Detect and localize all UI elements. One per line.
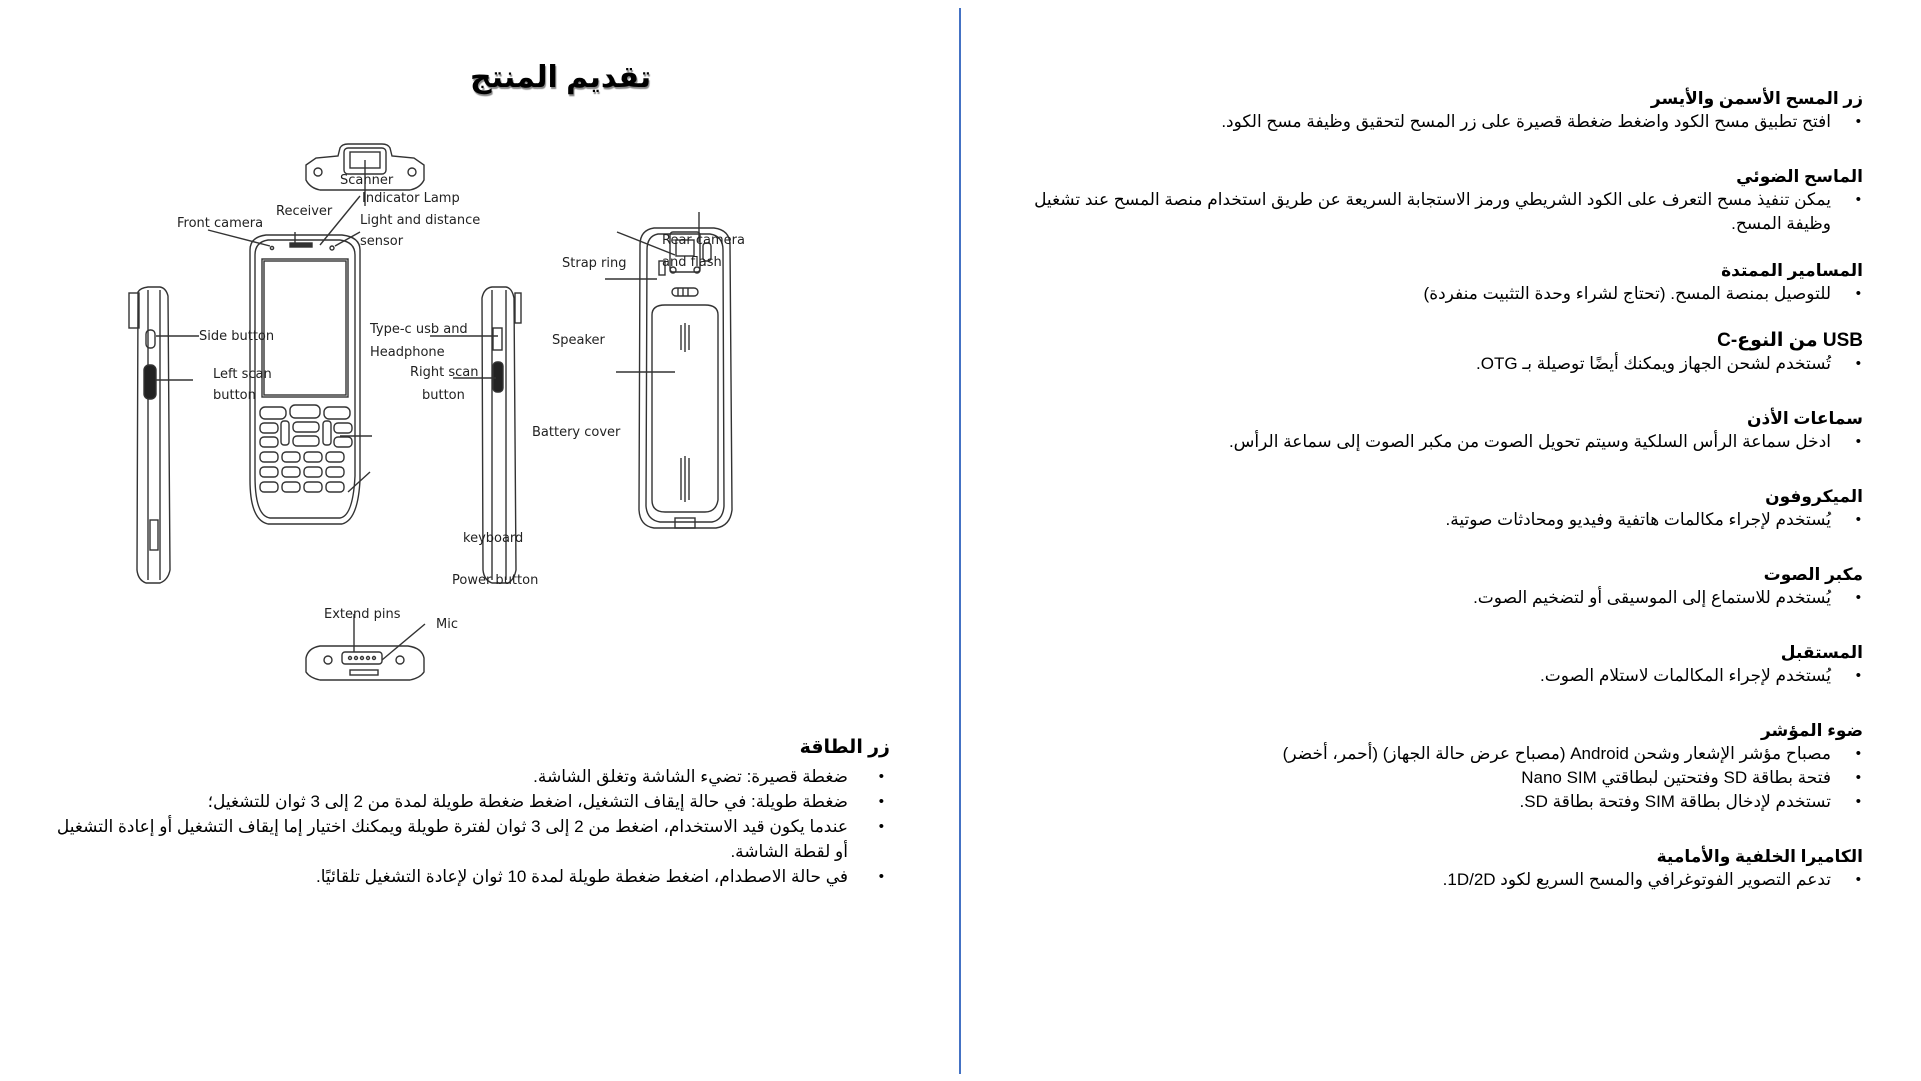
list-item: • يمكن تنفيذ مسح التعرف على الكود الشريطي ورمز الاستجابة السريعة عن طريق استخدام منصة المسح عند تشغيل وظيفة المسح. [1003, 188, 1863, 236]
label-rear-camera: Rear camera [662, 233, 745, 248]
label-light-sensor: Light and distance [360, 213, 481, 228]
section-microphone [1003, 486, 1863, 532]
section-earphones [1003, 408, 1863, 454]
section-scan-buttons [1003, 88, 1863, 134]
list-item: • ضغطة قصيرة: تضيء الشاشة وتغلق الشاشة. [50, 764, 890, 789]
list-item: • مصباح مؤشر الإشعار وشحن Android (مصباح عرض حالة الجهاز) (أحمر، أخضر) [1003, 742, 1863, 766]
list-item: • يُستخدم لإجراء المكالمات لاستلام الصوت. [1003, 664, 1863, 688]
column-divider [959, 8, 961, 1074]
label-extend-pins: Extend pins [324, 607, 401, 622]
list-item: • في حالة الاصطدام، اضغط ضغطة طويلة لمدة 10 ثوان لإعادة التشغيل تلقائيًا. [50, 864, 890, 889]
label-battery-cover: Battery cover [532, 425, 621, 440]
label-indicator-lamp: Indicator Lamp [362, 191, 460, 206]
list-item: • فتحة بطاقة SD وفتحتين لبطاقتي Nano SIM [1003, 766, 1863, 790]
label-side-button: Side button [199, 329, 275, 344]
front-view-drawing [208, 196, 372, 524]
section-scanner [1003, 166, 1863, 236]
section-title: الماسح الضوئي [1736, 167, 1863, 186]
section-cameras [1003, 846, 1863, 892]
label-headphone: Headphone [370, 345, 445, 360]
label-left-scan: Left scan [213, 367, 272, 382]
section-title: المسامير الممتدة [1721, 261, 1863, 280]
section-extend-pins [1003, 260, 1863, 306]
label-speaker: Speaker [552, 333, 605, 348]
list-item: • تُستخدم لشحن الجهاز ويمكنك أيضًا توصيلة بـ OTG. [1003, 352, 1863, 376]
list-item: • تدعم التصوير الفوتوغرافي والمسح السريع لكود 1D/2D. [1003, 868, 1863, 892]
section-speaker [1003, 564, 1863, 610]
features-column [1003, 88, 1863, 916]
label-strap-ring: Strap ring [562, 256, 627, 271]
label-left-scan-2: button [213, 388, 256, 403]
list-item: • عندما يكون قيد الاستخدام، اضغط من 2 إلى 3 ثوان لفترة طويلة ويمكنك اختيار إما إيقاف التشغيل أو إعادة التشغيل أو لقطة الشاشة. [50, 814, 890, 864]
power-bullet-list [50, 764, 890, 889]
section-title: مكبر الصوت [1763, 565, 1863, 584]
label-light-sensor-2: sensor [360, 234, 404, 249]
section-indicator-light [1003, 720, 1863, 814]
power-section-title: زر الطاقة [799, 737, 890, 758]
label-receiver: Receiver [276, 204, 333, 219]
list-item: • افتح تطبيق مسح الكود واضغط ضغطة قصيرة على زر المسح لتحقيق وظيفة مسح الكود. [1003, 110, 1863, 134]
section-receiver [1003, 642, 1863, 688]
section-title: زر المسح الأسمن والأيسر [1650, 89, 1863, 108]
label-scanner: Scanner [340, 173, 394, 188]
list-item: • للتوصيل بمنصة المسح. (تحتاج لشراء وحدة التثبيت منفردة) [1003, 282, 1863, 306]
label-rear-camera-2: and flash [662, 255, 722, 270]
section-title: سماعات الأذن [1746, 409, 1863, 428]
list-item: • يُستخدم لإجراء مكالمات هاتفية وفيديو ومحادثات صوتية. [1003, 508, 1863, 532]
label-right-scan: Right scan [410, 365, 479, 380]
label-right-scan-2: button [422, 388, 465, 403]
label-keyboard: keyboard [463, 531, 524, 546]
label-mic: Mic [436, 617, 458, 632]
page-title: تقديم المنتج [470, 61, 652, 94]
section-title: المستقبل [1780, 643, 1863, 662]
power-button-section [50, 736, 890, 889]
label-typec: Type-c usb and [370, 322, 468, 337]
section-title: الميكروفون [1765, 487, 1863, 506]
label-front-camera: Front camera [177, 216, 264, 231]
list-item: • تستخدم لإدخال بطاقة SIM وفتحة بطاقة SD. [1003, 790, 1863, 814]
section-title: USB من النوع-C [1717, 330, 1863, 351]
device-diagram [120, 140, 920, 700]
label-power-button: Power button [452, 573, 539, 588]
left-side-drawing [129, 287, 199, 583]
section-title: ضوء المؤشر [1760, 721, 1863, 740]
section-title: الكاميرا الخلفية والأمامية [1656, 847, 1863, 866]
list-item: • ادخل سماعة الرأس السلكية وسيتم تحويل الصوت من مكبر الصوت إلى سماعة الرأس. [1003, 430, 1863, 454]
section-usb-c [1003, 330, 1863, 376]
list-item: • يُستخدم للاستماع إلى الموسيقى أو لتضخيم الصوت. [1003, 586, 1863, 610]
list-item: • ضغطة طويلة: في حالة إيقاف التشغيل، اضغط ضغطة طويلة لمدة من 2 إلى 3 ثوان للتشغيل؛ [50, 789, 890, 814]
keypad-drawing [260, 405, 352, 492]
